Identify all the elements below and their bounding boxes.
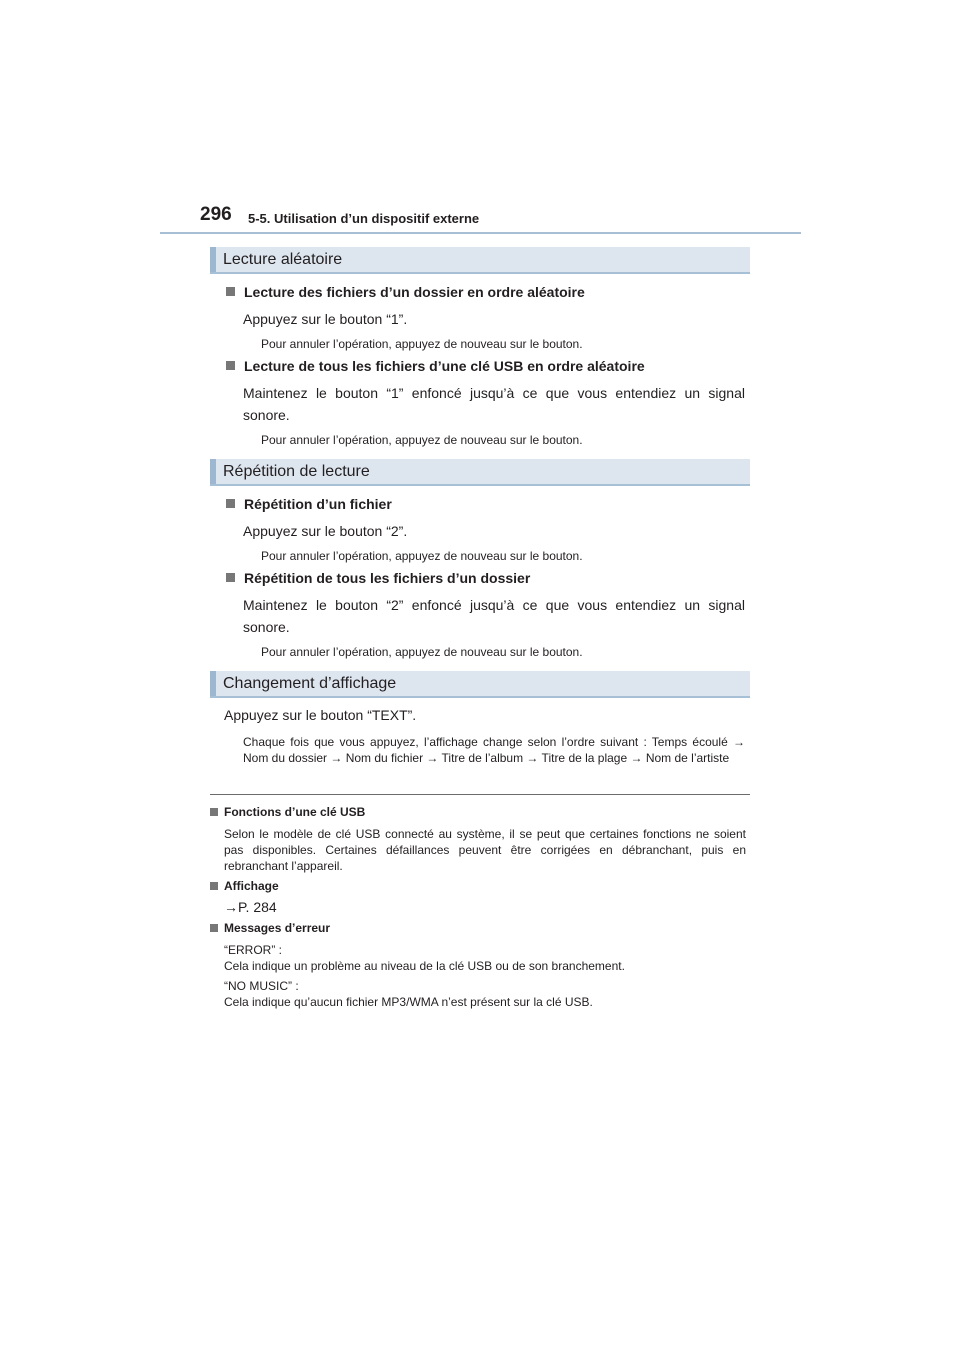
instruction-text: Appuyez sur le bouton “2”.	[243, 523, 408, 539]
subheading-text: Lecture des fichiers d’un dossier en ordre aléatoire	[244, 284, 585, 300]
error-description: Cela indique un problème au niveau de la clé USB ou de son branchement.	[224, 959, 625, 973]
section-accent	[210, 459, 216, 484]
bullet-square-icon	[210, 882, 218, 890]
section-accent	[210, 247, 216, 272]
subheading-repeat-file	[226, 496, 392, 512]
error-code: “NO MUSIC” :	[224, 979, 299, 993]
note-heading-errors	[210, 921, 330, 935]
note-text: Pour annuler l’opération, appuyez de nouveau sur le bouton.	[261, 433, 583, 447]
note-text: Pour annuler l’opération, appuyez de nouveau sur le bouton.	[261, 645, 583, 659]
error-code: “ERROR” :	[224, 943, 282, 957]
chapter-title: 5-5. Utilisation d’un dispositif externe	[248, 211, 480, 226]
subheading-text: Lecture de tous les fichiers d’une clé USB en ordre aléatoire	[244, 358, 645, 374]
section-heading-random	[210, 247, 750, 274]
note-text: Pour annuler l’opération, appuyez de nouveau sur le bouton.	[261, 337, 583, 351]
instruction-text: Appuyez sur le bouton “1”.	[243, 311, 408, 327]
bullet-square-icon	[226, 573, 235, 582]
bullet-square-icon	[226, 287, 235, 296]
page-reference-link[interactable]: →P. 284	[224, 899, 277, 915]
instruction-text: Appuyez sur le bouton “TEXT”.	[224, 707, 417, 723]
notes-divider	[210, 794, 750, 795]
error-description: Cela indique qu’aucun fichier MP3/WMA n’est présent sur la clé USB.	[224, 995, 593, 1009]
instruction-text: Maintenez le bouton “2” enfoncé jusqu’à ce que vous entendiez un signal sonore.	[243, 597, 745, 635]
note-heading-display	[210, 879, 279, 893]
note-heading-text: Fonctions d’une clé USB	[224, 805, 366, 819]
section-heading-display	[210, 671, 750, 698]
subheading-text: Répétition d’un fichier	[244, 496, 392, 512]
note-heading-usb	[210, 805, 365, 819]
instruction-text: Maintenez le bouton “1” enfoncé jusqu’à ce que vous entendiez un signal sonore.	[243, 385, 745, 423]
subheading-random-usb	[226, 358, 645, 374]
subheading-text: Répétition de tous les fichiers d’un dossier	[244, 570, 531, 586]
page-number: 296	[200, 204, 232, 225]
section-accent	[210, 671, 216, 696]
section-title: Lecture aléatoire	[223, 251, 343, 268]
note-text: Chaque fois que vous appuyez, l’affichage change selon l’ordre suivant : Temps écoulé → Nom du dossier → Nom du fichier → Titre de l’album → Titre de la plage → Nom de l’artiste	[243, 735, 745, 765]
note-heading-text: Messages d’erreur	[224, 921, 331, 935]
note-text: Pour annuler l’opération, appuyez de nouveau sur le bouton.	[261, 549, 583, 563]
section-title: Répétition de lecture	[223, 463, 370, 480]
subheading-repeat-folder	[226, 570, 530, 586]
header-divider	[160, 232, 801, 234]
bullet-square-icon	[210, 808, 218, 816]
note-heading-text: Affichage	[224, 879, 279, 893]
bullet-square-icon	[226, 361, 235, 370]
section-title: Changement d’affichage	[223, 675, 397, 692]
bullet-square-icon	[210, 924, 218, 932]
subheading-random-folder	[226, 284, 585, 300]
bullet-square-icon	[226, 499, 235, 508]
note-body: Selon le modèle de clé USB connecté au système, il se peut que certaines fonctions ne soient pas disponibles. Certaines défaillances peuvent être corrigées en débranchant, puis en rebranchant l’appareil.	[224, 827, 746, 873]
section-heading-repeat	[210, 459, 750, 486]
